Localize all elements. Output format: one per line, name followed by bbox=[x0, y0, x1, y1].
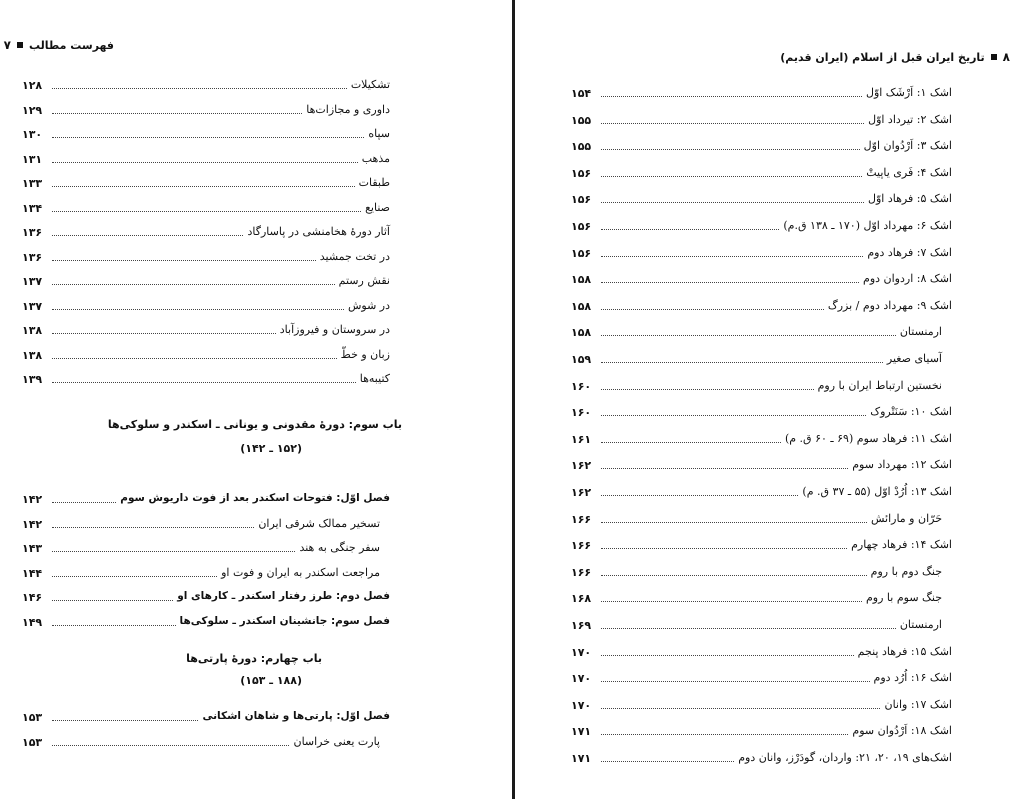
toc-entry-page-number: ۱۷۱ bbox=[571, 752, 592, 765]
dot-leader bbox=[52, 137, 364, 138]
toc-entry-title: اشک ۱۵: فرهاد پنجم bbox=[857, 644, 952, 658]
dot-leader bbox=[601, 256, 863, 257]
toc-entry-page-number: ۱۳۷ bbox=[22, 299, 43, 313]
dot-leader bbox=[52, 600, 173, 601]
dot-leader bbox=[601, 362, 883, 363]
dot-leader bbox=[601, 442, 781, 443]
toc-entry bbox=[517, 111, 1024, 131]
toc-entry-page-number: ۱۵۸ bbox=[571, 273, 592, 287]
dot-leader bbox=[52, 113, 302, 114]
dot-leader bbox=[52, 309, 344, 310]
toc-entry bbox=[517, 403, 1024, 423]
toc-entry bbox=[517, 190, 1024, 210]
book-spine bbox=[512, 0, 515, 799]
toc-entry bbox=[517, 616, 1024, 636]
toc-entry-title: اشک‌های ۱۹، ۲۰، ۲۱: واردان، گودَرْز، وانان دوم bbox=[738, 751, 952, 764]
dot-leader bbox=[52, 235, 243, 236]
toc-entry-page-number: ۱۴۴ bbox=[22, 566, 43, 580]
toc-entry-title: ارمنستان bbox=[899, 618, 942, 631]
dot-leader bbox=[601, 708, 880, 709]
toc-entry-page-number: ۱۶۲ bbox=[571, 459, 592, 473]
toc-entry-title: اشک ۷: فرهاد دوم bbox=[867, 245, 952, 259]
toc-entry-page-number: ۱۳۶ bbox=[22, 226, 43, 239]
dot-leader bbox=[52, 211, 361, 212]
toc-entry-page-number: ۱۶۱ bbox=[571, 432, 592, 446]
toc-entry-page-number: ۱۶۰ bbox=[571, 379, 592, 393]
toc-entry bbox=[517, 137, 1024, 157]
toc-entry bbox=[517, 510, 1024, 530]
dot-leader bbox=[601, 282, 859, 283]
dot-leader bbox=[601, 309, 824, 310]
toc-entry bbox=[0, 708, 512, 728]
toc-entry-title: ارمنستان bbox=[899, 325, 942, 339]
header-page-number: ۸ bbox=[1002, 50, 1010, 64]
toc-entry-page-number: ۱۵۶ bbox=[571, 166, 592, 180]
dot-leader bbox=[601, 761, 734, 762]
toc-entry-page-number: ۱۳۸ bbox=[22, 348, 43, 362]
dot-leader bbox=[601, 96, 862, 97]
toc-entry-title: اشک ۱۱: فرهاد سوم (۶۹ ـ ۶۰ ق. م) bbox=[784, 431, 952, 445]
toc-entry-title: کتیبه‌ها bbox=[359, 372, 390, 385]
dot-leader bbox=[52, 260, 316, 261]
dot-leader bbox=[52, 576, 217, 577]
toc-entry-title: فصل دوم: طرز رفتار اسکندر ـ کارهای او bbox=[177, 590, 390, 602]
toc-entry-title: فصل سوم: جانشینان اسکندر ـ سلوکی‌ها bbox=[179, 614, 390, 627]
dot-leader bbox=[601, 415, 866, 416]
dot-leader bbox=[601, 202, 864, 203]
toc-entry bbox=[517, 270, 1024, 290]
toc-entry-title: اشک ۵: فرهاد اوّل bbox=[868, 192, 952, 206]
dot-leader bbox=[52, 720, 198, 721]
toc-entry-title: اشک ۹: مهرداد دوم / بزرگ bbox=[827, 298, 952, 312]
toc-entry bbox=[517, 669, 1024, 689]
dot-leader bbox=[601, 522, 867, 523]
toc-entry-title: مذهب bbox=[361, 151, 390, 165]
dot-leader bbox=[601, 389, 814, 390]
dot-leader bbox=[52, 502, 116, 503]
dot-leader bbox=[601, 176, 862, 177]
toc-entry-page-number: ۱۷۰ bbox=[571, 645, 592, 659]
toc-entry-title: سفر جنگی به هند bbox=[299, 541, 380, 554]
toc-entry-title: در تخت جمشید bbox=[319, 249, 390, 263]
dot-leader bbox=[52, 333, 276, 334]
toc-entry-page-number: ۱۷۰ bbox=[571, 698, 592, 712]
toc-entry bbox=[0, 272, 512, 292]
toc-entry-page-number: ۱۳۷ bbox=[22, 275, 43, 288]
toc-entry-title: اشک ۱۴: فرهاد چهارم bbox=[851, 538, 952, 552]
toc-entry-page-number: ۱۵۴ bbox=[571, 87, 592, 100]
toc-entry-page-number: ۱۷۱ bbox=[571, 725, 592, 739]
toc-entry bbox=[0, 613, 512, 633]
toc-entry-page-number: ۱۶۰ bbox=[571, 406, 592, 420]
toc-entry-title: اشک ۱۰: سَنَتْروک bbox=[870, 405, 952, 419]
toc-entry-title: جنگ سوم با روم bbox=[865, 591, 942, 605]
toc-entry-title: اشک ۲: تیرداد اوّل bbox=[868, 112, 952, 126]
toc-entry-page-number: ۱۵۶ bbox=[571, 193, 592, 207]
toc-entry bbox=[0, 174, 512, 194]
toc-entry-title: آثار دورهٔ هخامنشی در پاسارگاد bbox=[247, 225, 390, 238]
toc-entry-title: اشک ۱: اَرْشَک اوّل bbox=[865, 86, 952, 99]
toc-entry bbox=[0, 223, 512, 243]
dot-leader bbox=[601, 495, 798, 496]
toc-entry-page-number: ۱۵۶ bbox=[571, 220, 592, 233]
toc-entry-page-number: ۱۵۶ bbox=[571, 246, 592, 260]
toc-entry-title: داوری و مجازات‌ها bbox=[306, 102, 390, 116]
toc-entry-page-number: ۱۳۸ bbox=[22, 324, 43, 337]
toc-entry-page-number: ۱۲۹ bbox=[22, 103, 43, 117]
toc-entry-title: نقش رستم bbox=[338, 274, 390, 287]
dot-leader bbox=[52, 527, 254, 528]
toc-entry-page-number: ۱۳۹ bbox=[22, 373, 43, 386]
toc-entry-page-number: ۱۳۰ bbox=[22, 128, 43, 141]
toc-entry bbox=[0, 297, 512, 317]
dot-leader bbox=[52, 284, 335, 285]
dot-leader bbox=[52, 88, 347, 89]
dot-leader bbox=[601, 575, 867, 576]
header-title: فهرست مطالب bbox=[28, 38, 114, 52]
toc-entry-page-number: ۱۴۶ bbox=[22, 591, 43, 604]
toc-entry-title: فصل اوّل: فتوحات اسکندر بعد از فوت داریوش سوم bbox=[120, 492, 390, 504]
toc-entry-title: اشک ۱۲: مهرداد سوم bbox=[852, 458, 952, 472]
toc-entry-title: زبان و خطّ bbox=[340, 347, 390, 361]
toc-entry-page-number: ۱۶۸ bbox=[571, 592, 592, 606]
toc-entry-title: اشک ۱۷: وانان bbox=[884, 697, 952, 711]
toc-entry-page-number: ۱۳۳ bbox=[22, 177, 43, 190]
toc-entry-title: پارت یعنی خراسان bbox=[293, 734, 380, 748]
toc-entry-title: حَرّان و مارائش bbox=[870, 511, 942, 525]
toc-entry-page-number: ۱۴۲ bbox=[22, 493, 43, 506]
dot-leader bbox=[601, 123, 864, 124]
toc-entry-title: فصل اوّل: پارتی‌ها و شاهان اشکانی bbox=[202, 710, 390, 722]
toc-entry-page-number: ۱۶۶ bbox=[571, 565, 592, 579]
left-page-header bbox=[4, 38, 114, 52]
right-page bbox=[517, 0, 1024, 799]
toc-entry-page-number: ۱۳۱ bbox=[22, 152, 43, 166]
toc-entry-page-number: ۱۵۸ bbox=[571, 299, 592, 313]
toc-entry bbox=[517, 563, 1024, 583]
header-title: تاریخ ایران قبل از اسلام (ایران قدیم) bbox=[780, 50, 985, 64]
toc-entry bbox=[0, 248, 512, 268]
dot-leader bbox=[601, 601, 862, 602]
toc-entry-page-number: ۱۴۹ bbox=[22, 615, 43, 629]
toc-entry bbox=[0, 588, 512, 608]
toc-entry-page-number: ۱۶۶ bbox=[571, 512, 592, 526]
toc-entry-title: تشکیلات bbox=[350, 78, 390, 91]
toc-entry bbox=[0, 150, 512, 170]
dot-leader bbox=[52, 186, 355, 187]
toc-entry bbox=[0, 125, 512, 145]
toc-entry bbox=[517, 377, 1024, 397]
right-page-header bbox=[780, 50, 1010, 64]
toc-entry bbox=[517, 297, 1024, 317]
dot-leader bbox=[601, 734, 848, 735]
toc-entry-title: سپاه bbox=[368, 127, 390, 140]
toc-entry bbox=[0, 321, 512, 341]
toc-entry bbox=[517, 749, 1024, 769]
chapter4-range: (۱۸۸ ـ ۱۵۳) bbox=[240, 674, 302, 687]
toc-entry bbox=[0, 564, 512, 584]
toc-entry-page-number: ۱۵۸ bbox=[571, 326, 592, 340]
dot-leader bbox=[601, 548, 847, 549]
toc-entry bbox=[517, 722, 1024, 742]
header-page-number: ۷ bbox=[3, 38, 11, 52]
toc-entry bbox=[517, 244, 1024, 264]
toc-entry bbox=[0, 199, 512, 219]
toc-entry-page-number: ۱۷۰ bbox=[571, 672, 592, 686]
dot-leader bbox=[601, 655, 854, 656]
dot-leader bbox=[601, 628, 896, 629]
toc-entry-page-number: ۱۳۶ bbox=[22, 250, 43, 264]
toc-entry bbox=[517, 456, 1024, 476]
toc-entry-title: در سروستان و فیروزآباد bbox=[279, 323, 390, 336]
toc-entry-title: طبقات bbox=[358, 176, 390, 189]
toc-entry bbox=[0, 370, 512, 390]
toc-entry-title: اشک ۴: فَری یاپیتْ bbox=[866, 165, 952, 179]
toc-entry-page-number: ۱۳۴ bbox=[22, 201, 43, 215]
toc-entry bbox=[517, 350, 1024, 370]
toc-entry bbox=[517, 84, 1024, 104]
chapter4-title: باب چهارم: دورهٔ پارتی‌ها bbox=[186, 652, 322, 665]
header-square-icon bbox=[991, 54, 997, 60]
toc-entry bbox=[517, 483, 1024, 503]
toc-entry-page-number: ۱۶۲ bbox=[571, 486, 592, 499]
chapter3-range: (۱۵۲ ـ ۱۴۲) bbox=[240, 442, 302, 455]
dot-leader bbox=[52, 358, 337, 359]
toc-entry bbox=[0, 733, 512, 753]
toc-entry-title: تسخیر ممالک شرقی ایران bbox=[258, 516, 380, 530]
toc-entry bbox=[0, 515, 512, 535]
toc-entry-page-number: ۱۲۸ bbox=[22, 79, 43, 92]
toc-entry-title: اشک ۶: مهرداد اوّل (۱۷۰ ـ ۱۳۸ ق.م) bbox=[783, 219, 952, 232]
toc-entry bbox=[517, 589, 1024, 609]
toc-entry bbox=[0, 101, 512, 121]
toc-entry bbox=[517, 323, 1024, 343]
toc-entry bbox=[0, 539, 512, 559]
header-square-icon bbox=[17, 42, 23, 48]
toc-entry-title: در شوش bbox=[347, 298, 390, 312]
toc-entry-title: اشک ۱۶: اُرُد دوم bbox=[873, 671, 952, 685]
toc-entry-title: جنگ دوم با روم bbox=[870, 564, 942, 578]
toc-entry-title: صنایع bbox=[365, 200, 390, 214]
toc-entry-title: اشک ۱۸: اَرْدُوان سوم bbox=[852, 724, 952, 738]
dot-leader bbox=[52, 625, 176, 626]
toc-entry bbox=[0, 346, 512, 366]
toc-entry bbox=[517, 536, 1024, 556]
dot-leader bbox=[601, 149, 860, 150]
toc-entry-page-number: ۱۵۳ bbox=[22, 711, 43, 724]
dot-leader bbox=[601, 335, 896, 336]
toc-entry-title: آسیای صغیر bbox=[886, 352, 942, 365]
toc-entry-title: اشک ۳: اَرْدُوان اوّل bbox=[863, 139, 952, 153]
toc-entry bbox=[517, 643, 1024, 663]
toc-entry bbox=[0, 490, 512, 510]
chapter3-title: باب سوم: دورهٔ مقدونی و یونانی ـ اسکندر و سلوکی‌ها bbox=[107, 418, 402, 431]
toc-entry bbox=[517, 696, 1024, 716]
toc-entry-page-number: ۱۴۳ bbox=[22, 542, 43, 555]
dot-leader bbox=[52, 551, 295, 552]
toc-entry-page-number: ۱۵۵ bbox=[571, 113, 592, 127]
toc-entry-title: نخستین ارتباط ایران با روم bbox=[817, 378, 942, 392]
toc-entry-page-number: ۱۵۹ bbox=[571, 353, 592, 366]
toc-entry-page-number: ۱۵۳ bbox=[22, 735, 43, 749]
dot-leader bbox=[601, 468, 848, 469]
dot-leader bbox=[52, 745, 289, 746]
toc-entry-title: مراجعت اسکندر به ایران و فوت او bbox=[221, 565, 380, 579]
toc-entry bbox=[0, 76, 512, 96]
toc-entry-title: اشک ۱۳: اُرُدْ اوّل (۵۵ ـ ۳۷ ق. م) bbox=[802, 485, 952, 498]
dot-leader bbox=[52, 382, 356, 383]
toc-entry-page-number: ۱۵۵ bbox=[571, 140, 592, 154]
toc-entry bbox=[517, 430, 1024, 450]
toc-entry bbox=[517, 164, 1024, 184]
toc-entry-page-number: ۱۶۹ bbox=[571, 619, 592, 632]
dot-leader bbox=[52, 162, 358, 163]
toc-entry bbox=[517, 217, 1024, 237]
toc-entry-page-number: ۱۶۶ bbox=[571, 539, 592, 553]
toc-entry-title: اشک ۸: اردوان دوم bbox=[863, 272, 952, 286]
toc-entry-page-number: ۱۴۲ bbox=[22, 517, 43, 531]
dot-leader bbox=[601, 681, 870, 682]
dot-leader bbox=[601, 229, 779, 230]
